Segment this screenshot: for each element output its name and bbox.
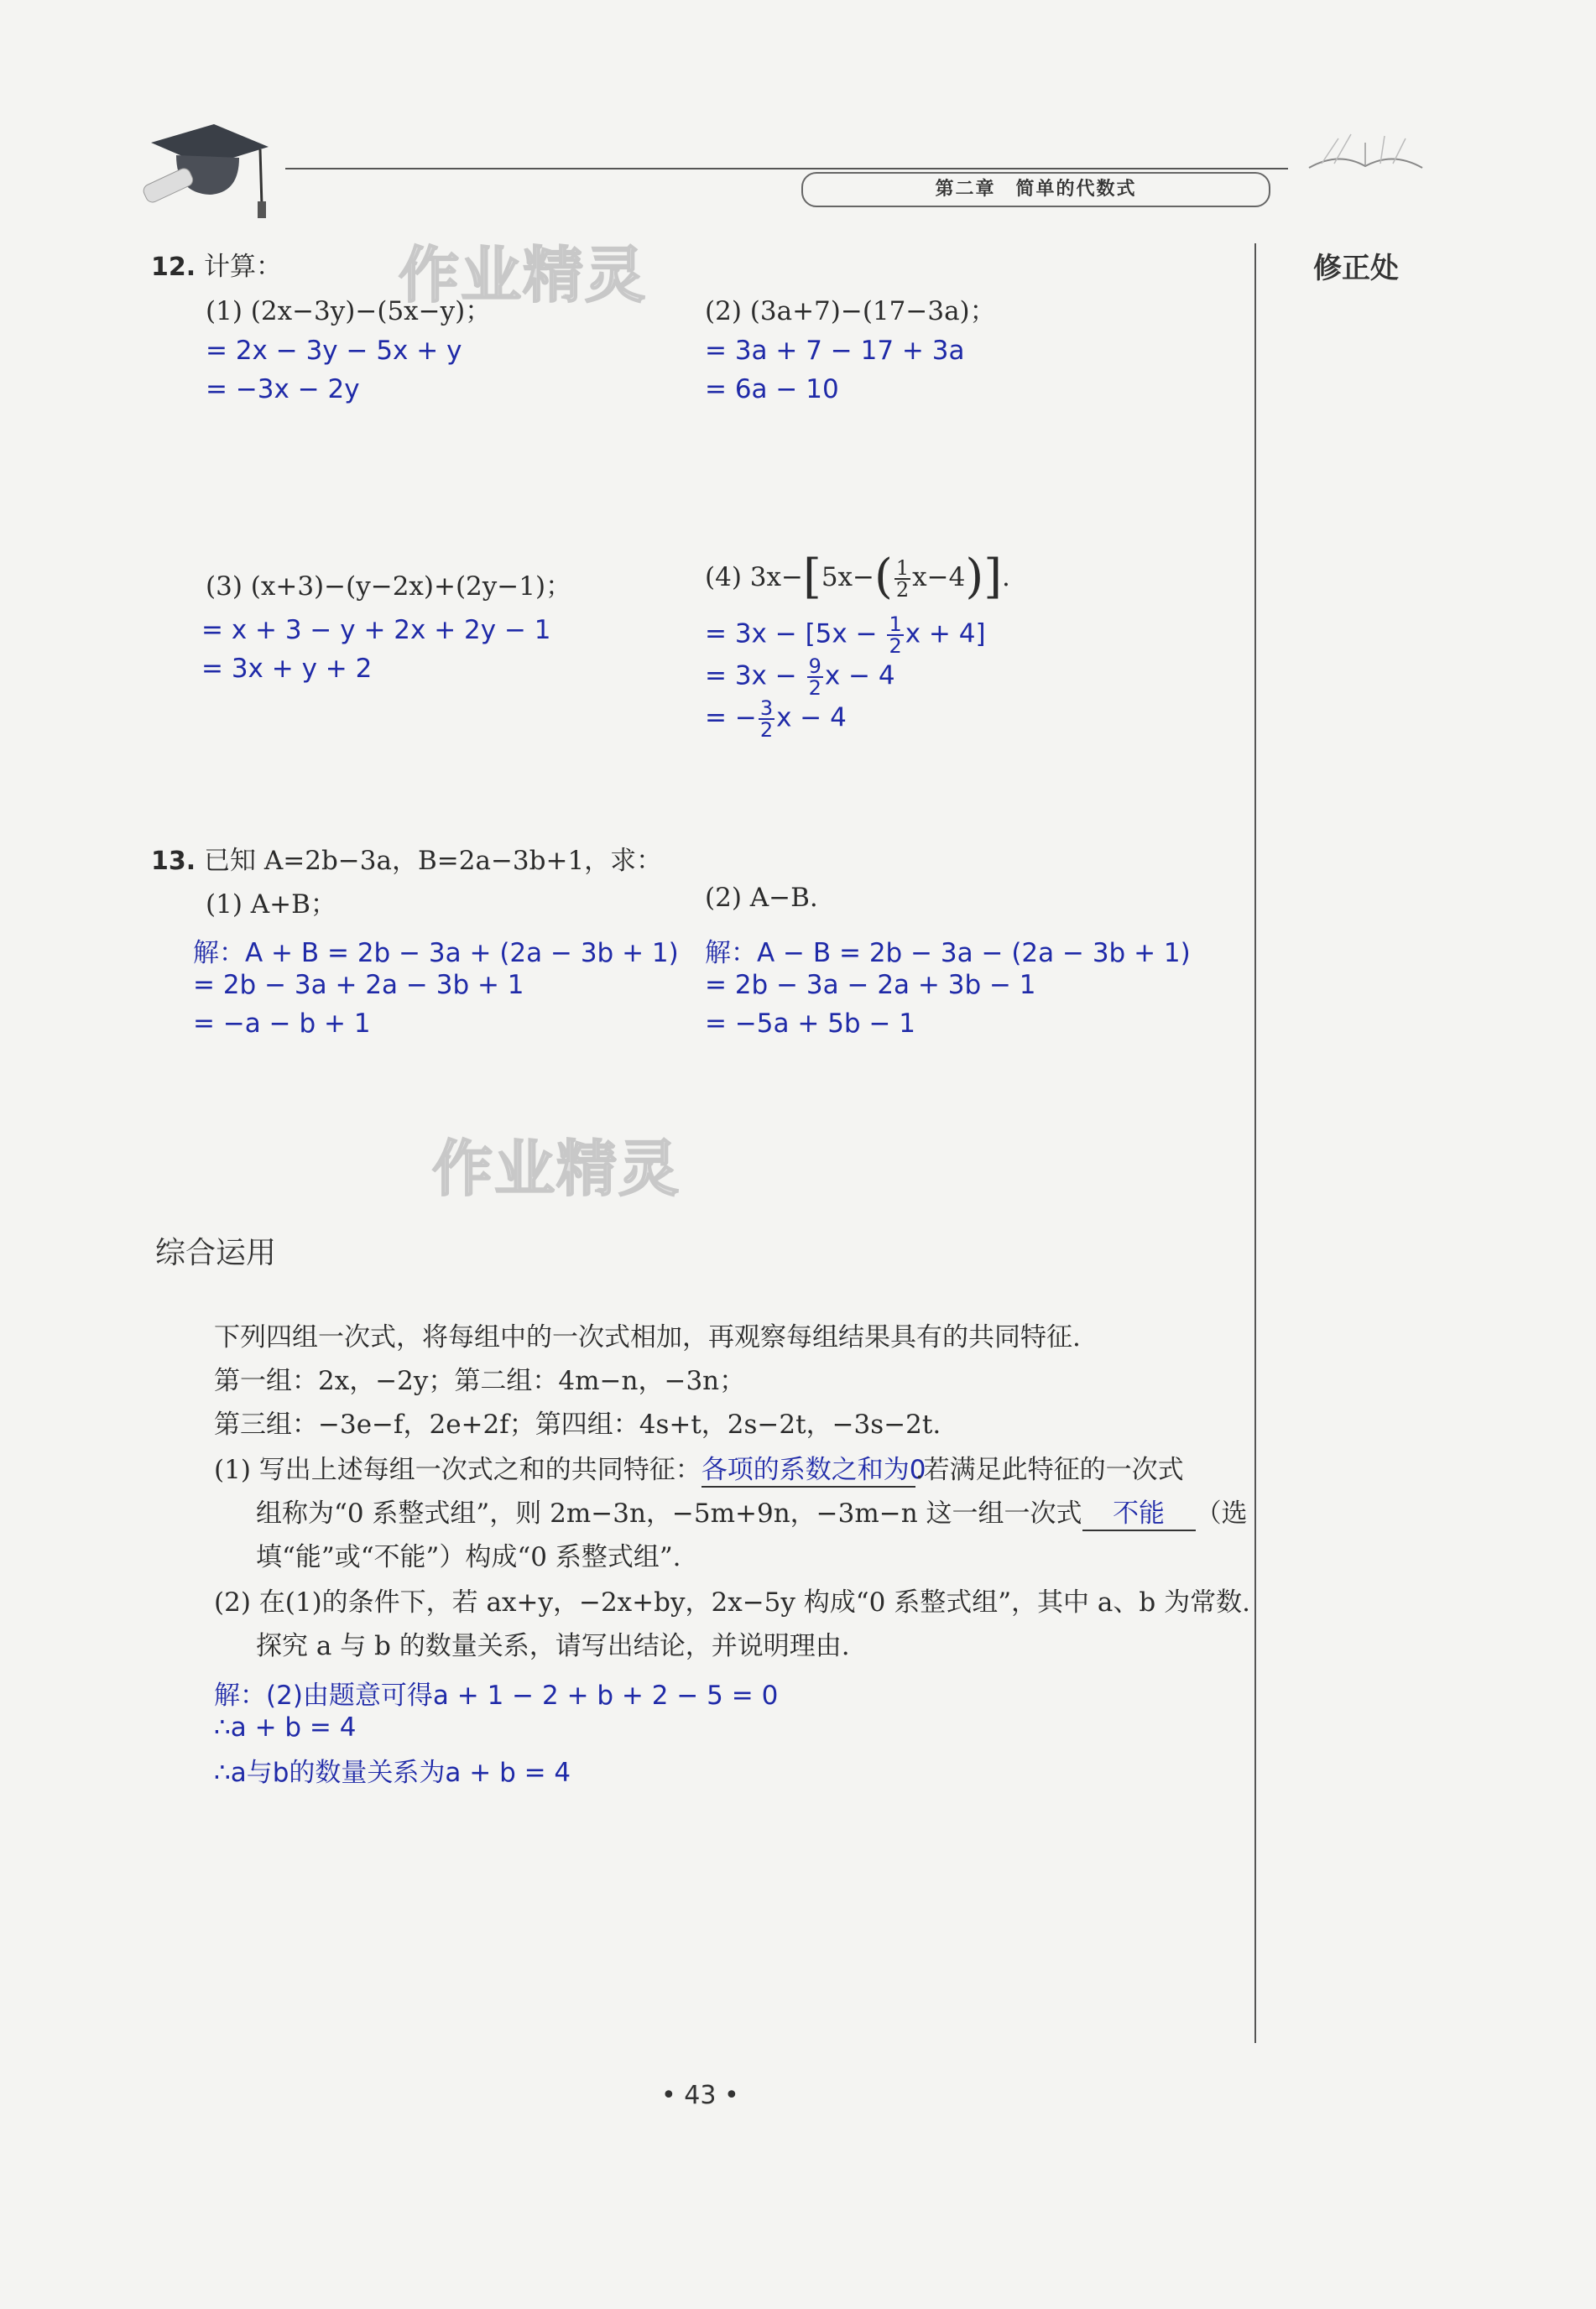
correction-column-label: 修正处 [1313,252,1399,285]
graduation-cap-icon [134,117,277,218]
problem-12-2: (2) (3a+7)−(17−3a)； [705,296,996,326]
part-2-line-2: 探究 a 与 b 的数量关系，请写出结论，并说明理由. [256,1631,850,1661]
answer-line: = − $\frac{3}{2}$ x − 4 [705,696,847,742]
answer-line: = 3x − [5x − $\frac{1}{2}$ x + 4] [705,612,986,658]
part-2-line-1: (2) 在(1)的条件下，若 ax+y，−2x+by，2x−5y 构成“0 系整式组”，其中 a、b 为常数. [214,1587,1250,1618]
answer-line: = 6a − 10 [705,374,839,404]
problem-12-3: (3) (x+3)−(y−2x)+(2y−1)； [206,571,572,602]
answer-line: = 2b − 3a − 2a + 3b − 1 [705,970,1036,1000]
answer-line: 解：A − B = 2b − 3a − (2a − 3b + 1) [705,938,1191,968]
answer-line: = 3a + 7 − 17 + 3a [705,336,965,366]
solution-line: 解：(2)由题意可得a + 1 − 2 + b + 2 − 5 = 0 [214,1681,779,1711]
page-number: • 43 • [661,2081,739,2110]
open-book-icon [1305,126,1426,176]
answer-line: = 3x + y + 2 [201,654,373,684]
question-13-header [151,839,662,877]
answer-line: = x + 3 − y + 2x + 2y − 1 [201,615,551,645]
problem-13-2: (2) A−B. [705,883,818,913]
answer-line: = 2b − 3a + 2a − 3b + 1 [193,970,524,1000]
section-title: 综合运用 [155,1236,277,1270]
answer-line: = −3x − 2y [206,374,360,404]
problem-13-1: (1) A+B； [206,889,336,920]
answer-line: = −5a + 5b − 1 [705,1009,916,1039]
watermark: 作业精灵 [399,240,648,310]
group-list: 第一组：2x，−2y；第二组：4m−n，−3n； [214,1366,746,1396]
part-1-line-3: 填“能”或“不能”）构成“0 系整式组”. [256,1542,681,1572]
margin-divider [1254,243,1256,2043]
header-rule [285,168,1288,169]
question-title: 计算： [204,252,283,282]
answer-line: 解：A + B = 2b − 3a + (2a − 3b + 1) [193,938,679,968]
question-12-header [151,245,282,283]
fill-answer: 不能 [1113,1499,1166,1529]
problem-12-4: (4) 3x−[5x−( $\frac{1}{2}$ x−4)]. [705,550,1010,604]
watermark: 作业精灵 [432,1134,681,1204]
answer-line: = 2x − 3y − 5x + y [206,336,462,366]
part-1-line-2: 组称为“0 系整式组”，则 2m−3n，−5m+9n，−3m−n 这一组一次式 不能 （选 [256,1492,1248,1531]
group-list: 第三组：−3e−f，2e+2f；第四组：4s+t，2s−2t，−3s−2t. [214,1410,941,1440]
section-intro: 下列四组一次式，将每组中的一次式相加，再观察每组结果具有的共同特征. [214,1322,1081,1353]
chapter-title: 第二章 简单的代数式 [801,172,1270,207]
answer-line: = −a − b + 1 [193,1009,371,1039]
solution-line: ∴a + b = 4 [214,1712,357,1743]
question-number: 12. [151,253,196,282]
fill-answer: 各项的系数之和为0 [701,1455,926,1485]
answer-line: = 3x − $\frac{9}{2}$ x − 4 [705,654,895,700]
problem-12-1: (1) (2x−3y)−(5x−y)； [206,296,492,326]
part-1-line-1: (1) 写出上述每组一次式之和的共同特征：各项的系数之和为0.若满足此特征的一次式 [214,1448,1184,1488]
solution-line: ∴a与b的数量关系为a + b = 4 [214,1758,571,1788]
question-number: 13. [151,847,196,876]
question-title: 已知 A=2b−3a，B=2a−3b+1，求： [204,846,663,876]
